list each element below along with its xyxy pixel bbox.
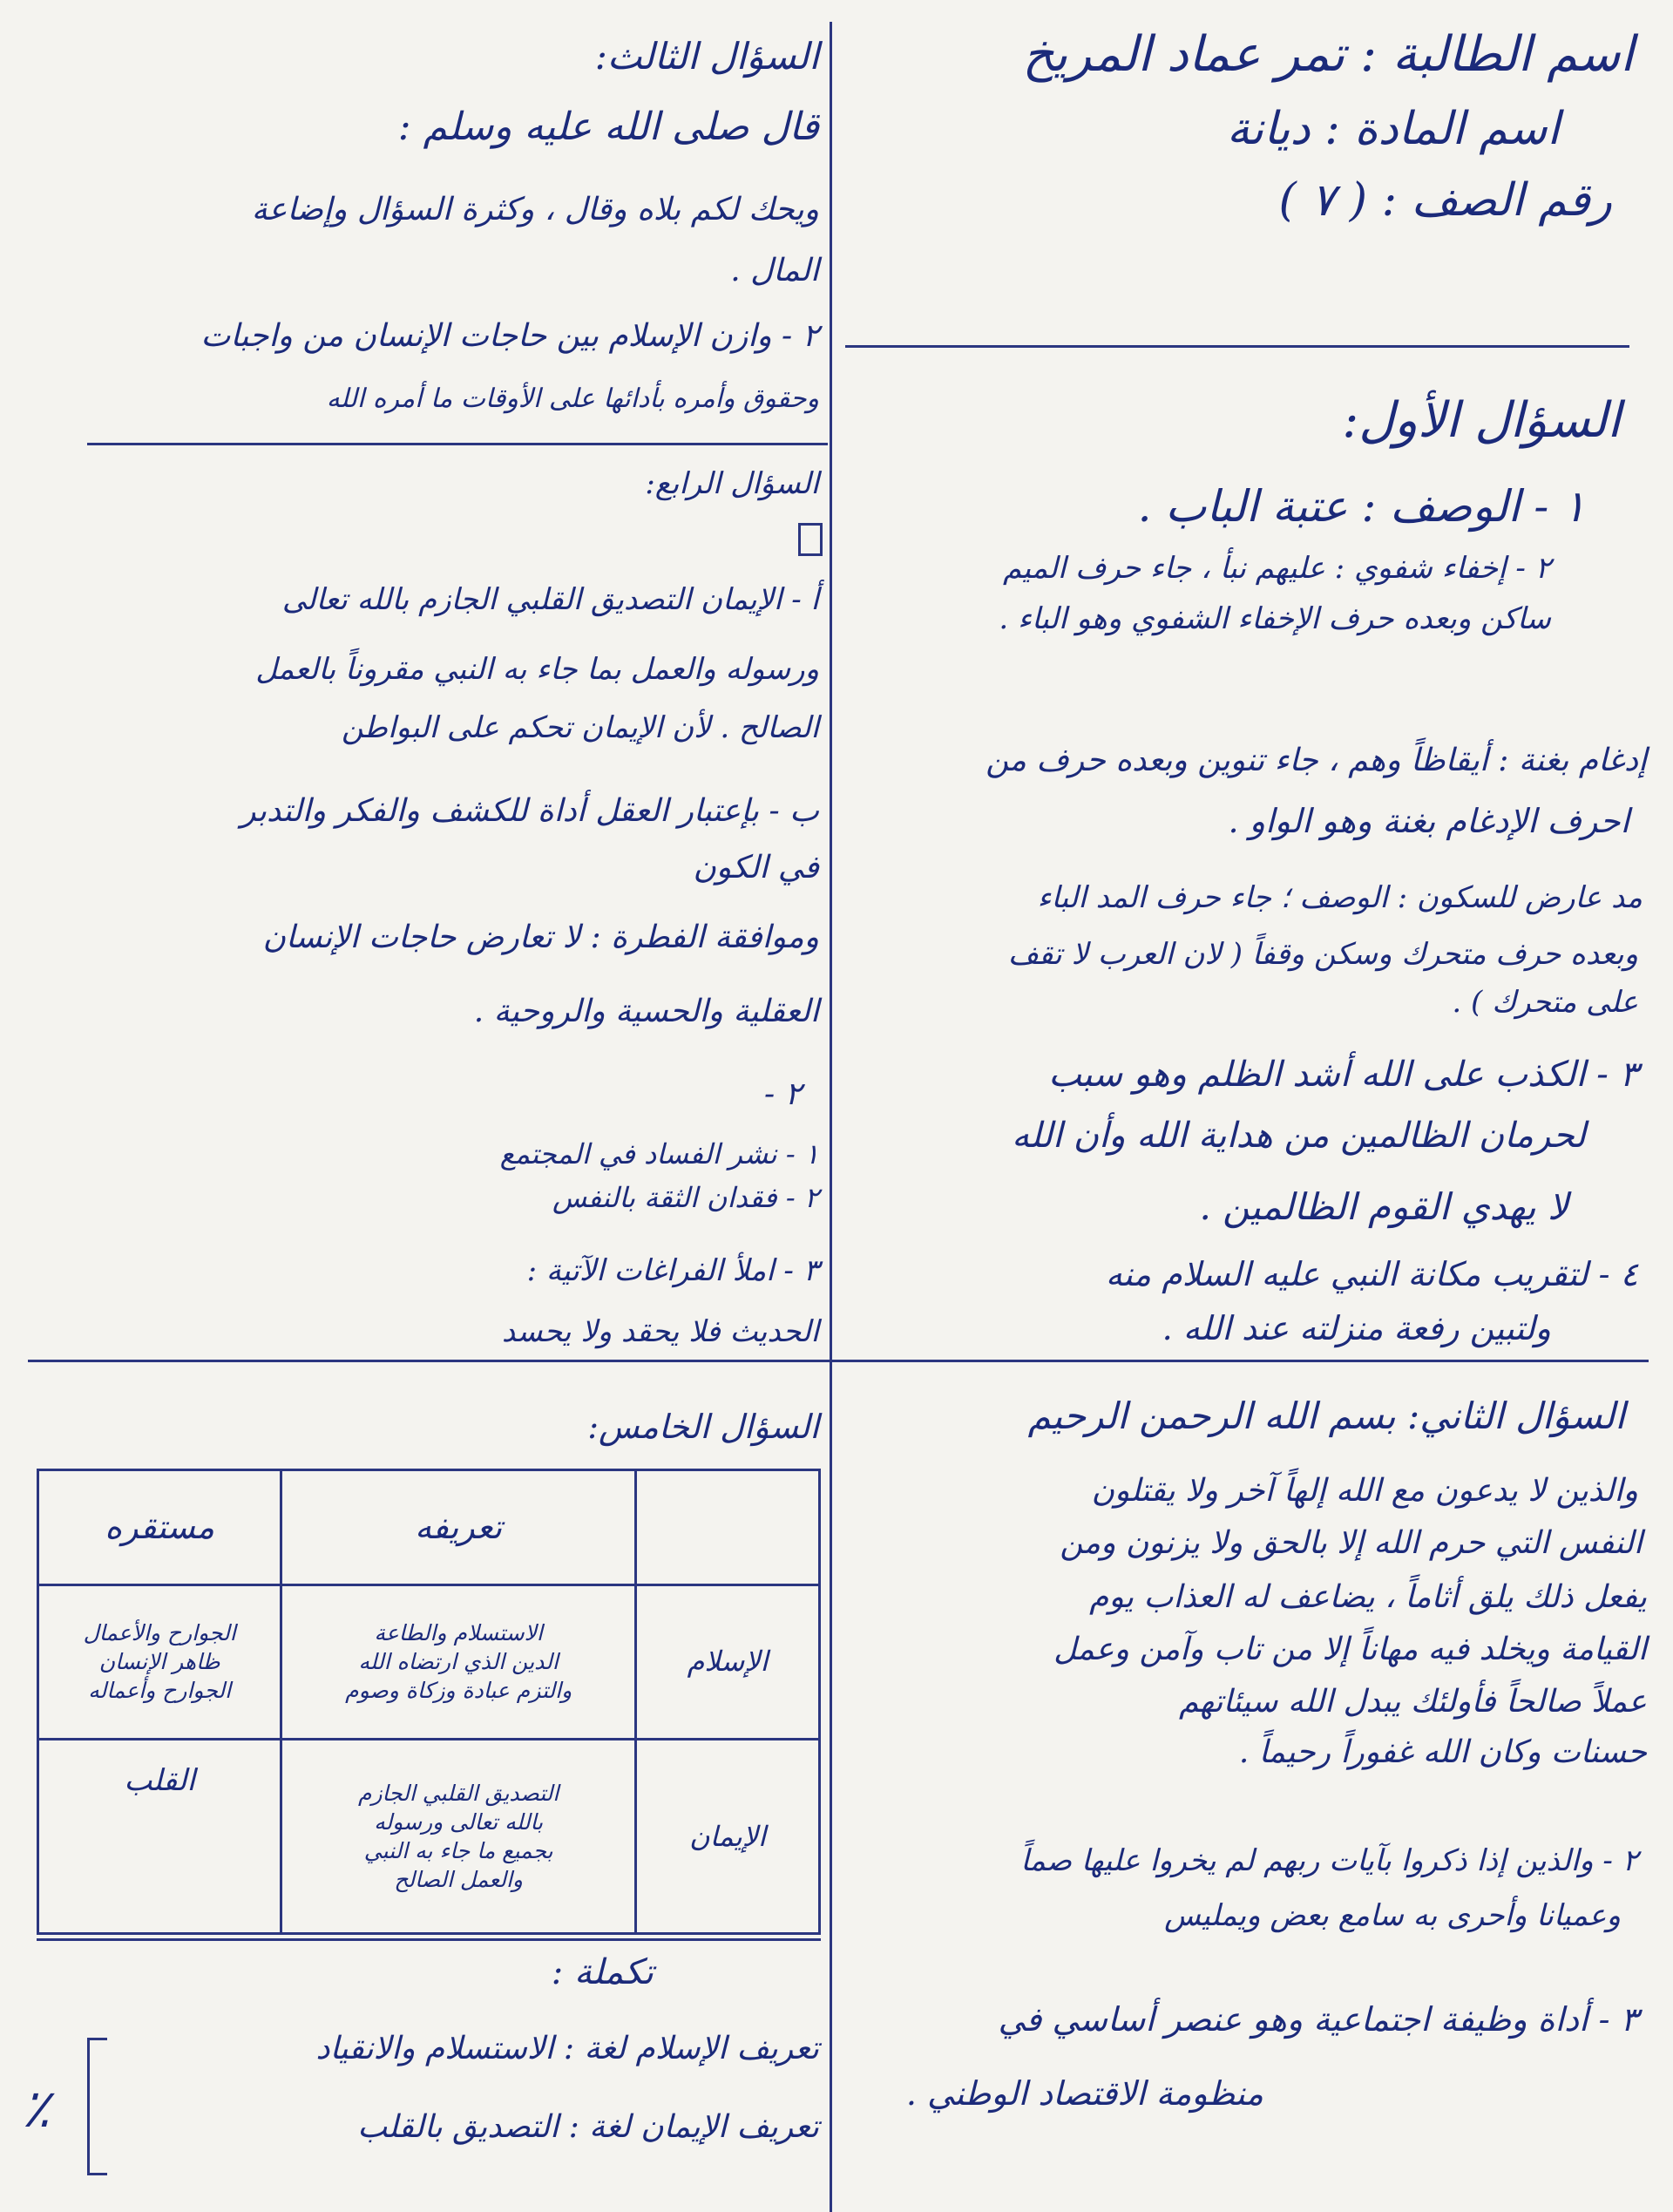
q4-title: السؤال الرابع: — [645, 466, 819, 501]
q5-comparison-table — [37, 1469, 821, 1935]
q1-answer-1: ١ - الوصف : عتبة الباب . — [1137, 481, 1586, 532]
note-bracket — [87, 2038, 107, 2175]
table-cell-location — [38, 1584, 281, 1739]
q1-answer-4-line3: على متحرك ) . — [1452, 985, 1638, 1020]
q4-part-3-line1: ٣ - املأ الفراغات الآتية : — [526, 1253, 819, 1288]
q4-part-2-label: ٢ - — [764, 1076, 802, 1112]
table-header-row — [38, 1470, 820, 1585]
q3-line4: ٢ - وازن الإسلام بين حاجات الإنسان من واجبات — [200, 318, 819, 354]
q1-answer-2-line2: ساكن وبعده حرف الإخفاء الشفوي وهو الباء . — [999, 601, 1551, 636]
q4-answer-a-line3: الصالح . لأن الإيمان تحكم على البواطن — [342, 710, 819, 745]
table-header-location: مستقره — [38, 1470, 281, 1585]
table-row — [38, 1584, 820, 1739]
q4-answer-a-line2: ورسوله والعمل بما جاء به النبي مقروناً بالعمل — [255, 652, 819, 687]
student-name: اسم الطالبة : تمر عماد المريخ — [1022, 26, 1634, 83]
q4-answer-b-line2: في الكون — [693, 850, 819, 885]
q2-verse-line1: والذين لا يدعون مع الله إلهاً آخر ولا يقتلون — [1091, 1473, 1638, 1509]
q1-part-b-3-line2: لحرمان الظالمين من هداية الله وأن الله — [1012, 1116, 1586, 1156]
table-cell-line: الدين الذي ارتضاه الله — [358, 1649, 559, 1675]
table-cell-line: الجوارح وأعماله — [88, 1678, 232, 1704]
q1-answer-4-line2: وبعده حرف متحرك وسكن وقفاً ( لان العرب لا تقف — [1007, 937, 1638, 972]
q4-part-3-line2: الحديث فلا يحقد ولا يحسد — [501, 1314, 819, 1349]
q2-verse-line4: القيامة ويخلد فيه مهاناً إلا من تاب وآمن وعمل — [1053, 1632, 1647, 1667]
q1-answer-4-line1: مد عارض للسكون : الوصف ؛ جاء حرف المد الباء — [1037, 880, 1643, 915]
q2-answer-3-line1: ٣ - أداة وظيفة اجتماعية وهو عنصر أساسي في — [998, 2000, 1638, 2039]
table-row-label: الإسلام — [636, 1584, 820, 1739]
table-cell-location — [38, 1740, 281, 1934]
q5-note-line1: تعريف الإسلام لغة : الاستسلام والانقياد — [315, 2031, 819, 2066]
q4-answer-b-line1: ب - بإعتبار العقل أداة للكشف والفكر والتدبر — [240, 793, 819, 829]
table-cell-definition — [281, 1584, 636, 1739]
q2-answer-3-line2: منظومة الاقتصاد الوطني . — [905, 2074, 1263, 2113]
q4-answer-c-line2: العقلية والحسية والروحية . — [473, 994, 819, 1029]
table-cell-line: والعمل الصالح — [394, 1867, 523, 1893]
q2-verse-line5: عملاً صالحاً فأولئك يبدل الله سيئاتهم — [1179, 1684, 1647, 1720]
q4-numbered-box — [798, 523, 823, 556]
q3-line2: ويحك لكم بلاه وقال ، وكثرة السؤال وإضاعة — [251, 192, 819, 227]
q3-line3: المال . — [730, 253, 819, 288]
column-divider — [830, 22, 832, 2212]
q3-title: السؤال الثالث: — [594, 35, 819, 78]
table-cell-definition — [281, 1740, 636, 1934]
q4-answer-c-line1: وموافقة الفطرة : لا تعارض حاجات الإنسان — [262, 919, 819, 955]
q5-divider — [37, 1938, 821, 1941]
q2-verse-line3: يفعل ذلك يلق أثاماً ، يضاعف له العذاب يوم — [1089, 1579, 1647, 1615]
table-header-definition: تعريفه — [281, 1470, 636, 1585]
q5-note-line2: تعريف الإيمان لغة : التصديق بالقلب — [357, 2109, 819, 2145]
middle-divider — [28, 1360, 1649, 1362]
q2-title: السؤال الثاني: بسم الله الرحمن الرحيم — [1027, 1394, 1625, 1437]
q3-line1: قال صلى الله عليه وسلم : — [397, 105, 819, 149]
table-cell-line: ظاهر الإنسان — [98, 1649, 220, 1675]
table-cell-line: بالله تعالى ورسوله — [374, 1809, 544, 1835]
q4-answer-a-line1: أ - الإيمان التصديق القلبي الجازم بالله تعالى — [281, 582, 819, 617]
q1-part-b-4-line1: ٤ - لتقريب مكانة النبي عليه السلام منه — [1105, 1255, 1638, 1293]
grader-mark: ٪ — [22, 2079, 51, 2140]
q4-part-2-item2: ٢ - فقدان الثقة بالنفس — [552, 1181, 819, 1214]
class-number: رقم الصف : ( ٧ ) — [1278, 174, 1612, 227]
q1-answer-3-line1: إدغام بغنة : أيقاظاً وهم ، جاء تنوين وبعده حرف من — [986, 743, 1647, 778]
table-cell-line: الجوارح والأعمال — [83, 1620, 236, 1646]
q2-answer-2-line1: ٢ - والذين إذا ذكروا بآيات ربهم لم يخروا عليها صماً — [1020, 1843, 1638, 1878]
q5-note-title: تكملة : — [551, 1952, 654, 1992]
q2-verse-line6: حسنات وكان الله غفوراً رحيماً . — [1238, 1734, 1647, 1770]
table-cell-line: القلب — [124, 1763, 195, 1799]
q2-answer-2-line2: وعميانا وأحرى به سامع بعض ويمليس — [1164, 1898, 1621, 1933]
q2-verse-line2: النفس التي حرم الله إلا بالحق ولا يزنون ومن — [1060, 1525, 1643, 1561]
table-row — [38, 1740, 820, 1934]
q3-divider — [87, 443, 828, 445]
q1-answer-2-line1: ٢ - إخفاء شفوي : عليهم نبأ ، جاء حرف الميم — [1002, 551, 1551, 586]
table-cell-line: التصديق القلبي الجازم — [357, 1781, 559, 1807]
header-divider — [845, 345, 1629, 348]
q1-part-b-4-line2: ولتبين رفعة منزلته عند الله . — [1162, 1309, 1551, 1347]
table-corner-cell — [636, 1470, 820, 1585]
q4-part-2-item1: ١ - نشر الفساد في المجتمع — [499, 1137, 819, 1170]
q3-line5: وحقوق وأمره بأدائها على الأوقات ما أمره الله — [326, 383, 819, 414]
table-cell-line: بجميع ما جاء به النبي — [363, 1838, 553, 1864]
q1-part-b-3-line1: ٣ - الكذب على الله أشد الظلم وهو سبب — [1048, 1055, 1638, 1095]
table-row-label: الإيمان — [636, 1740, 820, 1934]
q5-title: السؤال الخامس: — [587, 1408, 819, 1446]
q1-part-b-3-line3: لا يهدي القوم الظالمين . — [1199, 1185, 1568, 1228]
subject-name: اسم المادة : ديانة — [1226, 103, 1560, 155]
q1-answer-3-line2: احرف الإدغام بغنة وهو الواو . — [1228, 802, 1629, 840]
table-cell-line: والتزم عبادة وزكاة وصوم — [345, 1678, 572, 1704]
table-cell-line: الاستسلام والطاعة — [374, 1620, 543, 1646]
q1-title: السؤال الأول: — [1342, 392, 1621, 449]
